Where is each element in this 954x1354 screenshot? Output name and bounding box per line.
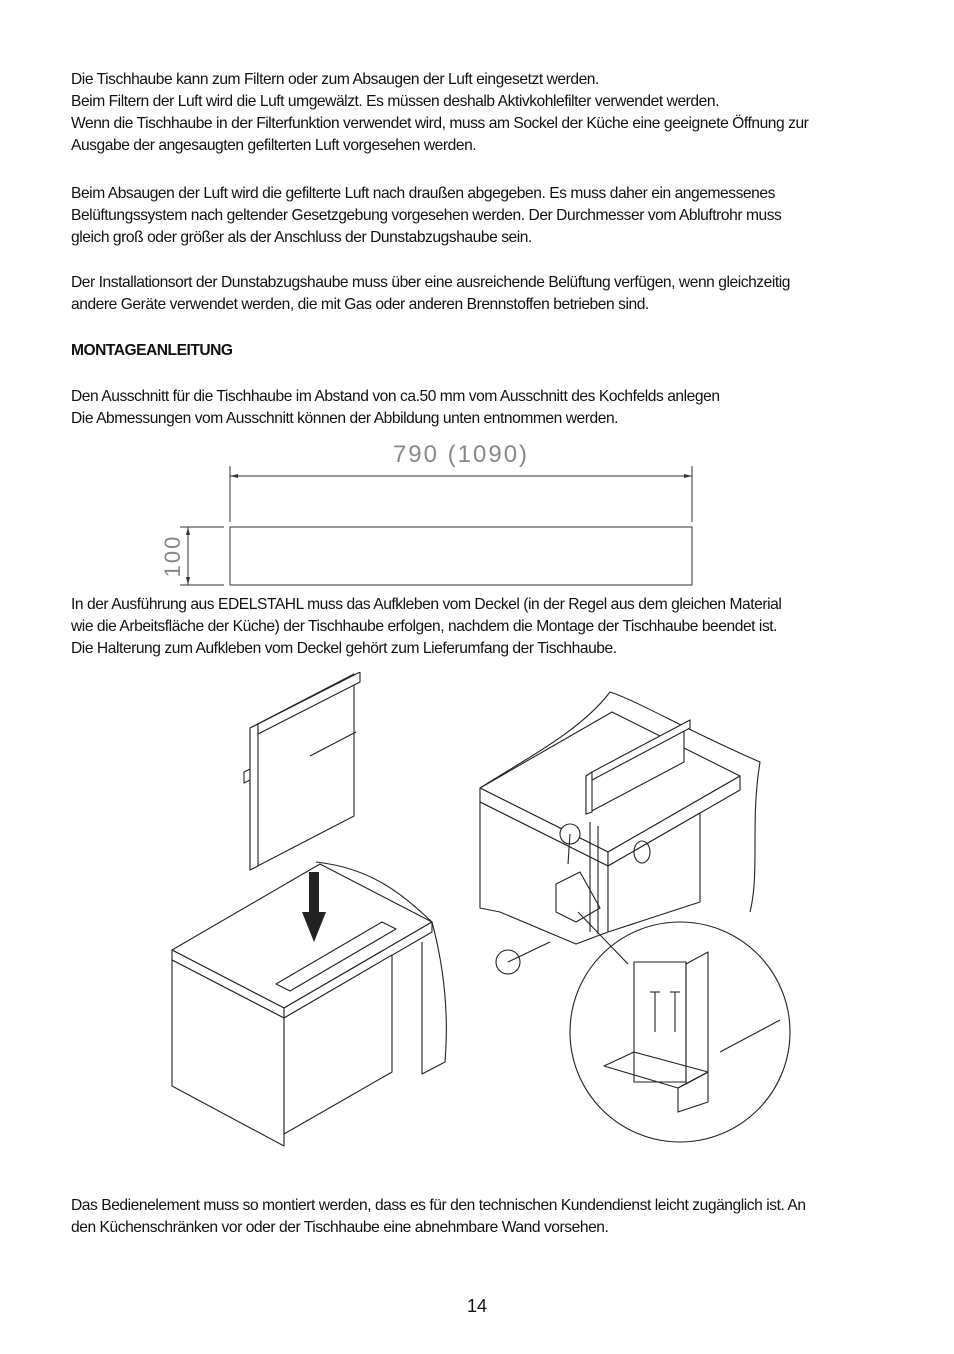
text-line: Beim Filtern der Luft wird die Luft umgewälzt. Es müssen deshalb Aktivkohlefilter verwendet werden. [71, 93, 719, 110]
text-line: den Küchenschränken vor oder der Tischhaube eine abnehmbare Wand vorsehen. [71, 1219, 609, 1236]
width-label: 790 (1090) [392, 441, 530, 468]
text-line: andere Geräte verwendet werden, die mit Gas oder anderen Brennstoffen betrieben sind. [71, 296, 649, 313]
text-line: Die Halterung zum Aufkleben vom Deckel gehört zum Lieferumfang der Tischhaube. [71, 640, 617, 657]
text-line: In der Ausführung aus EDELSTAHL muss das Aufkleben vom Deckel (in der Regel aus dem gleichen Material [71, 596, 782, 613]
exhaust-paragraph [71, 183, 891, 249]
text-line: Ausgabe der angesaugten gefilterten Luft vorgesehen werden. [71, 137, 477, 154]
intro-paragraph [71, 69, 891, 157]
text-line: Das Bedienelement muss so montiert werden, dass es für den technischen Kundendienst leicht zugänglich ist. An [71, 1197, 806, 1214]
text-line: wie die Arbeitsfläche der Küche) der Tischhaube erfolgen, nachdem die Montage der Tischhaube beendet ist. [71, 618, 778, 635]
control-paragraph [71, 1195, 891, 1239]
page-number: 14 [466, 1296, 488, 1316]
cutout-paragraph [71, 386, 891, 430]
text-line: gleich groß oder größer als der Anschluss der Dunstabzugshaube sein. [71, 229, 532, 246]
installation-illustration [160, 672, 800, 1160]
text-line: Belüftungssystem nach geltender Gesetzgebung vorgesehen werden. Der Durchmesser vom Abluftrohr muss [71, 207, 782, 224]
text-line: Wenn die Tischhaube in der Filterfunktion verwendet wird, muss am Sockel der Küche eine geeignete Öffnung zur [71, 115, 809, 132]
bracket-mounting-drawing [480, 692, 790, 1142]
cutout-rectangle [230, 527, 692, 585]
steel-paragraph [71, 594, 891, 660]
text-line: Die Tischhaube kann zum Filtern oder zum Absaugen der Luft eingesetzt werden. [71, 71, 599, 88]
cutout-dimension-drawing [150, 436, 710, 592]
text-line: Der Installationsort der Dunstabzugshaube muss über eine ausreichende Belüftung verfügen, wenn gleichzeitig [71, 274, 791, 291]
text-line: Die Abmessungen vom Ausschnitt können der Abbildung unten entnommen werden. [71, 410, 619, 427]
text-line: Beim Absaugen der Luft wird die gefilterte Luft nach draußen abgegeben. Es muss daher ein angemessenes [71, 185, 775, 202]
height-label: 100 [160, 534, 185, 578]
section-heading: MONTAGEANLEITUNG [71, 342, 233, 359]
text-line: Den Ausschnitt für die Tischhaube im Abstand von ca.50 mm vom Ausschnitt des Kochfelds anlegen [71, 388, 720, 405]
ventilation-paragraph [71, 272, 891, 316]
